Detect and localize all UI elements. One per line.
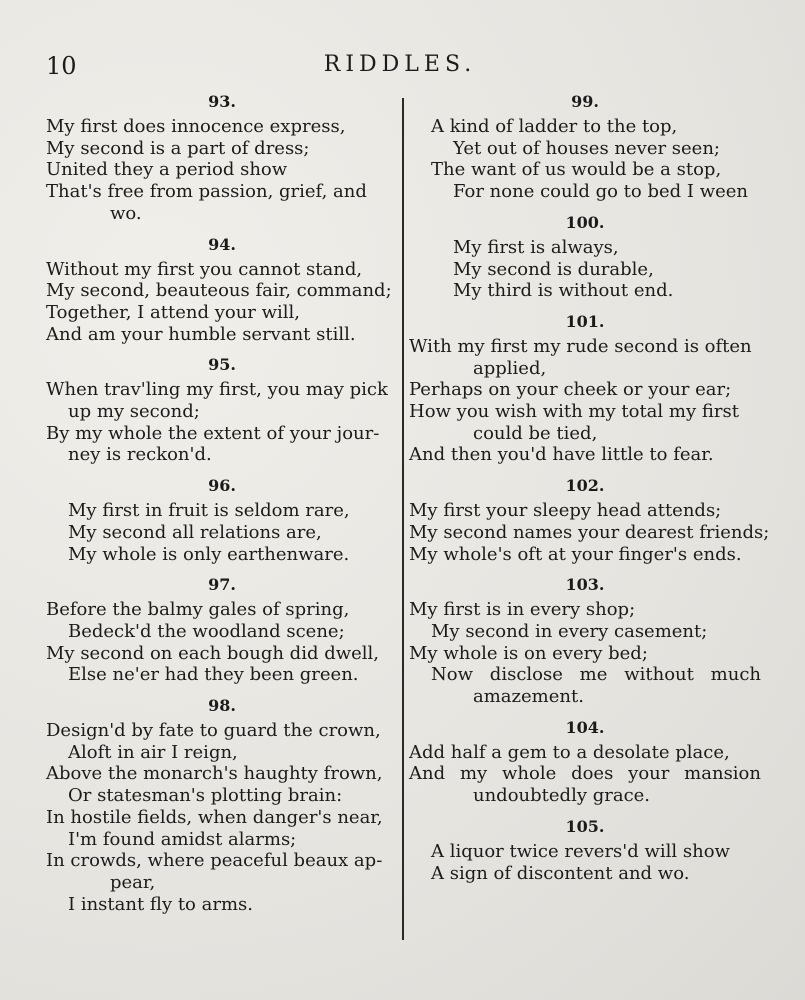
riddle-number: 101. — [565, 311, 605, 331]
verse-line: My second is a part of dress; — [46, 137, 310, 159]
verse-line: pear, — [110, 871, 156, 893]
verse-line: Else ne'er had they been green. — [68, 664, 359, 686]
verse-line: could be tied, — [473, 422, 598, 444]
verse-line: And my whole does your mansion — [409, 763, 761, 785]
verse-line: Perhaps on your cheek or your ear; — [409, 379, 732, 401]
verse-line: My whole's oft at your finger's ends. — [409, 543, 742, 565]
verse-line: wo. — [110, 202, 142, 224]
riddle-103 — [409, 575, 761, 708]
left-column — [46, 92, 398, 925]
running-title: RIDDLES. — [323, 52, 477, 77]
page-header — [40, 52, 760, 84]
verse-line: Bedeck'd the woodland scene; — [68, 620, 345, 642]
riddle-number: 97. — [208, 575, 236, 595]
verse-line: My second, beauteous fair, command; — [46, 280, 392, 302]
verse-line: And am your humble servant still. — [46, 323, 356, 345]
riddle-95 — [46, 355, 398, 466]
verse-line: applied, — [473, 357, 547, 379]
verse-line: My whole is only earthenware. — [68, 543, 350, 565]
verse-line: The want of us would be a stop, — [431, 159, 722, 181]
riddle-98 — [46, 696, 398, 915]
riddle-number: 94. — [208, 234, 236, 254]
verse-line: When trav'ling my first, you may pick — [46, 379, 388, 401]
verse-line: In crowds, where peaceful beaux ap- — [46, 850, 383, 872]
verse-line: undoubtedly grace. — [473, 785, 651, 807]
riddle-102 — [409, 476, 770, 565]
verse-line: Aloft in air I reign, — [68, 741, 238, 763]
riddle-number: 102. — [565, 476, 605, 496]
riddle-number: 95. — [208, 355, 236, 375]
riddle-number: 104. — [565, 717, 605, 737]
verse-line: With my first my rude second is often — [409, 335, 752, 357]
riddle-93 — [46, 92, 398, 225]
verse-line: I instant fly to arms. — [68, 893, 253, 915]
verse-line: A sign of discontent and wo. — [431, 862, 690, 884]
verse-line: A kind of ladder to the top, — [431, 116, 678, 137]
verse-line: Without my first you cannot stand, — [46, 258, 363, 280]
verse-line: And then you'd have little to fear. — [409, 444, 714, 466]
verse-line: How you wish with my total my first — [409, 401, 739, 423]
verse-line: My second names your dearest friends; — [409, 521, 770, 543]
verse-line: Above the monarch's haughty frown, — [46, 763, 383, 785]
verse-line: My second all relations are, — [68, 521, 322, 543]
riddle-105 — [409, 817, 761, 884]
riddle-99 — [409, 92, 761, 203]
verse-line: I'm found amidst alarms; — [68, 828, 297, 850]
riddle-96 — [46, 476, 398, 565]
verse-line: up my second; — [68, 401, 200, 423]
verse-line: By my whole the extent of your jour- — [46, 422, 380, 444]
page-number: 10 — [46, 52, 77, 80]
riddle-number: 98. — [208, 696, 236, 716]
verse-line: ney is reckon'd. — [68, 444, 212, 466]
verse-line: My first is in every shop; — [409, 599, 636, 621]
verse-line: My whole is on every bed; — [409, 642, 648, 664]
riddle-number: 103. — [565, 575, 605, 595]
verse-line: Before the balmy gales of spring, — [46, 599, 350, 621]
verse-line: Together, I attend your will, — [46, 301, 301, 323]
verse-line: My second on each bough did dwell, — [46, 642, 380, 664]
verse-line: My first your sleepy head attends; — [409, 500, 722, 522]
riddle-94 — [46, 235, 398, 346]
riddle-number: 93. — [208, 92, 236, 111]
verse-line: In hostile fields, when danger's near, — [46, 806, 383, 828]
riddle-number: 105. — [565, 816, 605, 836]
verse-line: Add half a gem to a desolate place, — [409, 741, 730, 763]
verse-line: Design'd by fate to guard the crown, — [46, 720, 381, 742]
verse-line: A liquor twice revers'd will show — [431, 840, 730, 862]
riddle-number: 99. — [571, 92, 599, 111]
verse-line: amazement. — [473, 686, 584, 708]
verse-line: Now disclose me without much — [431, 664, 761, 686]
verse-line: My first does innocence express, — [46, 116, 346, 137]
riddle-97 — [46, 575, 398, 686]
verse-line: Yet out of houses never seen; — [453, 137, 720, 159]
verse-line: My first in fruit is seldom rare, — [68, 500, 350, 522]
verse-line: Or statesman's plotting brain: — [68, 785, 343, 807]
riddle-104 — [409, 718, 761, 807]
column-divider — [402, 98, 404, 940]
verse-line: That's free from passion, grief, and — [46, 181, 367, 203]
riddle-100 — [409, 213, 761, 302]
verse-line: My third is without end. — [453, 280, 674, 302]
verse-line: My second in every casement; — [431, 620, 708, 642]
verse-line: My second is durable, — [453, 258, 654, 280]
riddle-number: 96. — [208, 476, 236, 496]
right-column — [409, 92, 770, 894]
verse-line: My first is always, — [453, 236, 619, 258]
riddle-number: 100. — [565, 212, 605, 232]
verse-line: For none could go to bed I ween — [453, 181, 749, 203]
verse-line: United they a period show — [46, 159, 288, 181]
riddle-101 — [409, 312, 761, 466]
